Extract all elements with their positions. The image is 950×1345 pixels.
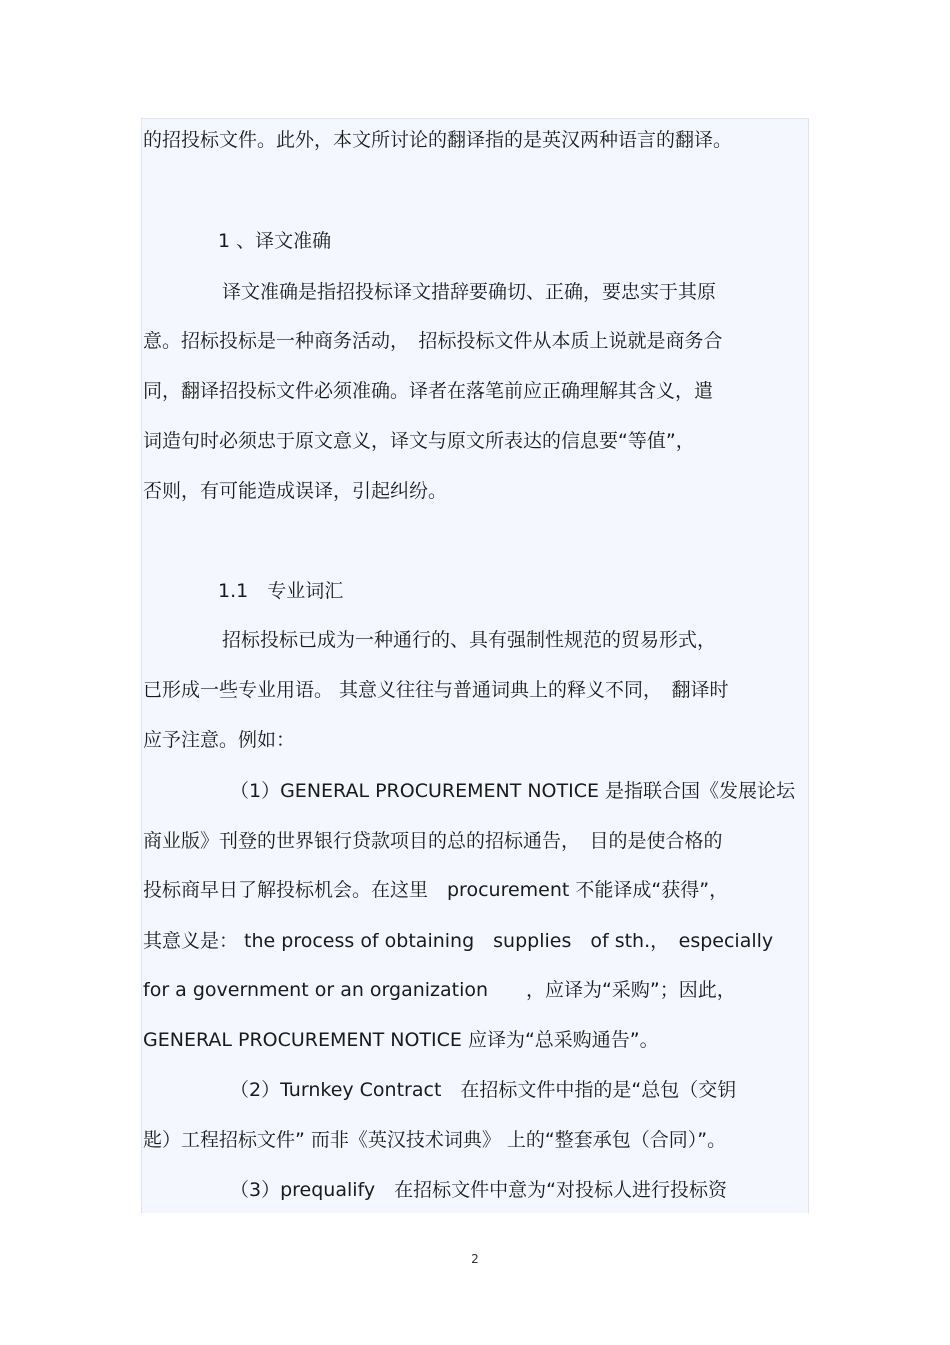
paragraph-line: for a government or an organization ，应译为“采购”；因此，: [143, 979, 736, 1001]
paragraph-line: GENERAL PROCUREMENT NOTICE 应译为“总采购通告”。: [143, 1029, 659, 1051]
paragraph-line: 其意义是： the process of obtaining supplies of sth.， especially: [143, 930, 774, 952]
paragraph-line: 已形成一些专业用语。 其意义往往与普通词典上的释义不同， 翻译时: [143, 679, 729, 701]
paragraph-line: 同，翻译招投标文件必须准确。译者在落笔前应正确理解其含义，遣: [143, 380, 714, 402]
subsection-heading: 1.1 专业词汇: [218, 580, 344, 602]
list-item-line: （2）Turnkey Contract 在招标文件中指的是“总包（交钥: [230, 1079, 737, 1101]
paragraph-line: 招标投标已成为一种通行的、具有强制性规范的贸易形式，: [222, 629, 717, 651]
paragraph-line: 应予注意。例如：: [143, 729, 296, 751]
paragraph-line: 词造句时必须忠于原文意义，译文与原文所表达的信息要“等值”，: [143, 430, 695, 452]
paragraph-line: 否则，有可能造成误译，引起纠纷。: [143, 480, 448, 502]
paragraph-line: 意。招标投标是一种商务活动， 招标投标文件从本质上说就是商务合: [143, 330, 723, 352]
paragraph-line: 投标商早日了解投标机会。在这里 procurement 不能译成“获得”，: [143, 879, 729, 901]
paragraph-line: 匙）工程招标文件” 而非《英汉技术词典》 上的“整套承包（合同）”。: [143, 1129, 727, 1151]
list-item-line: （3）prequalify 在招标文件中意为“对投标人进行投标资: [230, 1179, 727, 1201]
paragraph-line: 的招投标文件。此外，本文所讨论的翻译指的是英汉两种语言的翻译。: [143, 129, 733, 151]
page-number: 2: [471, 1252, 479, 1266]
section-heading: 1 、译文准确: [218, 230, 332, 252]
list-item-line: （1）GENERAL PROCUREMENT NOTICE 是指联合国《发展论坛: [230, 780, 796, 802]
paragraph-line: 商业版》刊登的世界银行贷款项目的总的招标通告， 目的是使合格的: [143, 830, 723, 852]
paragraph-line: 译文准确是指招投标译文措辞要确切、正确，要忠实于其原: [222, 281, 717, 303]
